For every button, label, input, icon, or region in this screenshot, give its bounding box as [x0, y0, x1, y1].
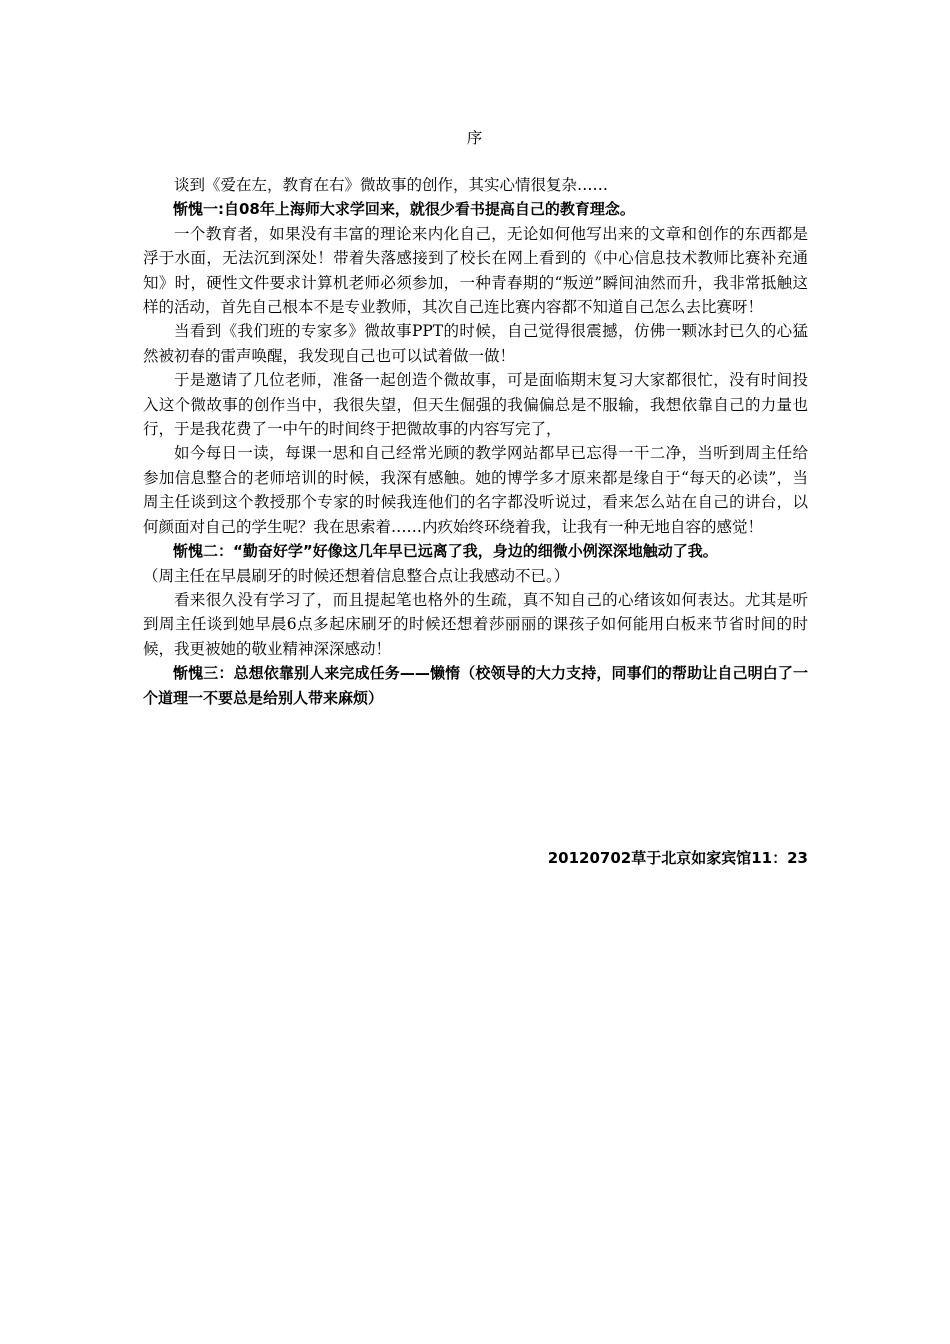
paragraph-study: 看来很久没有学习了，而且提起笔也格外的生疏，真不知自己的心绪该如何表达。尤其是听到周主任谈到她早晨6点多起床刷牙的时候还想着莎丽丽的课孩子如何能用白板来节省时间的时候，我更被她的敬业精神深深感动！	[143, 590, 808, 658]
paragraph-educator: 一个教育者，如果没有丰富的理论来内化自己，无论如何他写出来的文章和创作的东西都是浮于水面，无法沉到深处！带着失落感接到了校长在网上看到的《中心信息技术教师比赛补充通知》时，硬性文件要求计算机老师必须参加，一种青春期的“叛逆”瞬间油然而升，我非常抵触这样的活动，首先自己根本不是专业教师，其次自己连比赛内容都不知道自己怎么去比赛呀！	[143, 224, 808, 317]
paragraph-reading: 如今每日一读，每课一思和自己经常光顾的教学网站都早已忘得一干二净，当听到周主任给参加信息整合的老师培训的时候，我深有感触。她的博学多才原来都是缘自于“每天的必读”，当周主任谈到这个教授那个专家的时候我连他们的名字都没听说过，看来怎么站在自己的讲台，以何颜面对自己的学生呢？我在思索着……内疚始终环绕着我，让我有一种无地自容的感觉！	[143, 444, 808, 536]
document-title: 序	[466, 129, 484, 147]
paragraph-invite: 于是邀请了几位老师，准备一起创造个微故事，可是面临期末复习大家都很忙，没有时间投入这个微故事的创作当中，我很失望，但天生倔强的我偏偏总是不服输，我想依靠自己的力量也行，于是我花费了一中午的时间终于把微故事的内容写完了，	[143, 371, 808, 439]
paragraph-ppt: 当看到《我们班的专家多》微故事PPT的时候，自己觉得很震撼，仿佛一颗冰封已久的心猛然被初春的雷声唤醒，我发现自己也可以试着做一做！	[143, 322, 808, 365]
heading-shame-two: 惭愧二：“勤奋好学”好像这几年早已远离了我，身边的细微小例深深地触动了我。	[173, 542, 718, 561]
signature-date-line: 20120702草于北京如家宾馆11：23	[547, 849, 808, 867]
document-body	[143, 173, 808, 710]
heading-shame-three: 惭愧三：总想依靠别人来完成任务——懒惰（校领导的大力支持，同事们的帮助让自己明白了一个道理一不要总是给别人带来麻烦）	[143, 664, 808, 707]
paragraph-note: （周主任在早晨刷牙的时候还想着信息整合点让我感动不已。）	[143, 566, 570, 585]
paragraph-intro: 谈到《爱在左，教育在右》微故事的创作，其实心情很复杂……	[174, 176, 609, 194]
heading-shame-one: 惭愧一:自08年上海师大求学回来，就很少看书提高自己的教育理念。	[173, 200, 635, 219]
